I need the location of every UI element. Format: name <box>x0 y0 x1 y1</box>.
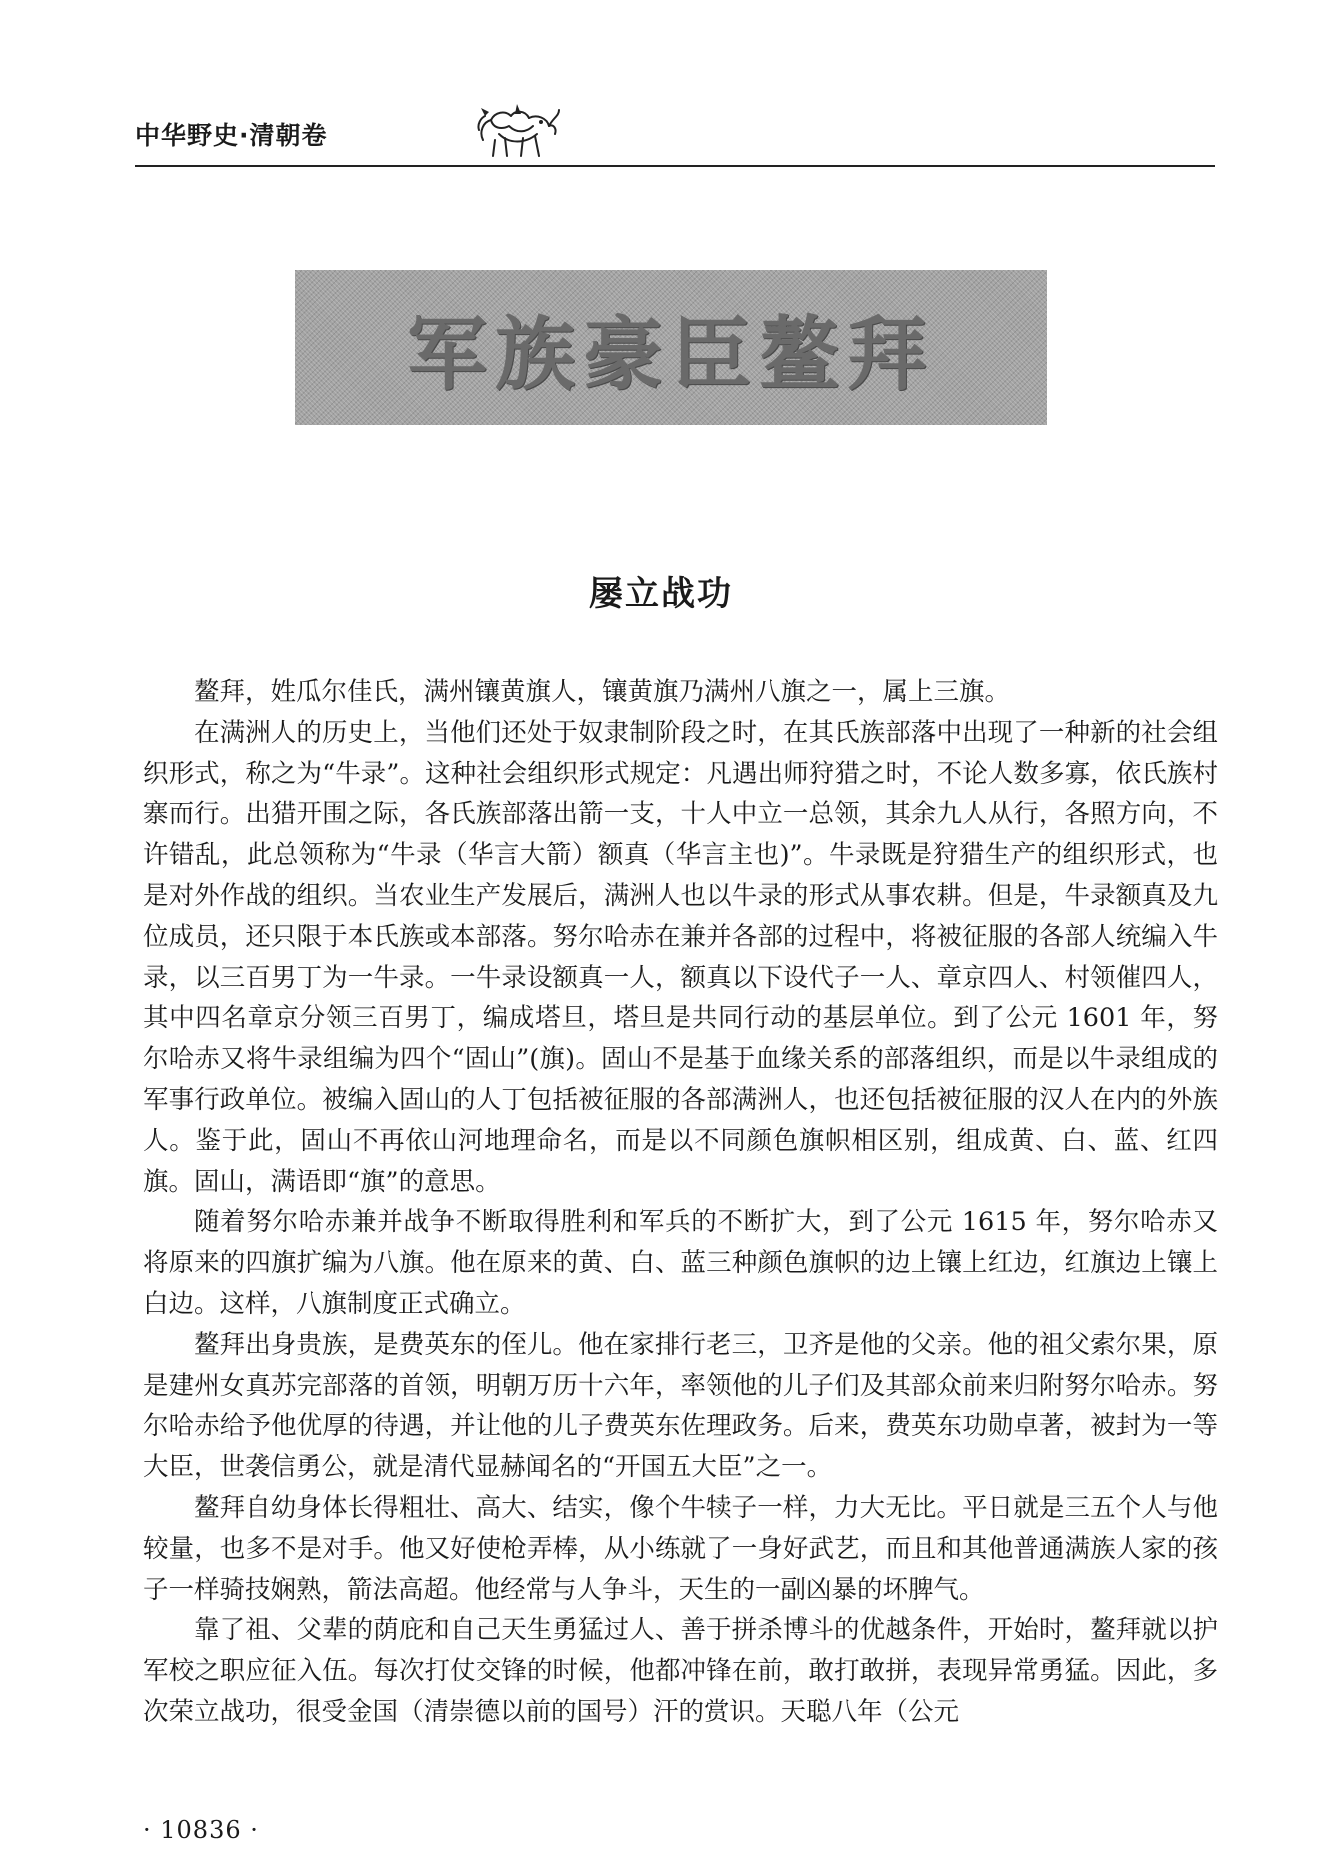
paragraph: 靠了祖、父辈的荫庇和自己天生勇猛过人、善于拼杀博斗的优越条件，开始时，鳌拜就以护军校之职应征入伍。每次打仗交锋的时候，他都冲锋在前，敢打敢拼，表现异常勇猛。因此，多次荣立战功，很受金国（清崇德以前的国号）汗的赏识。天聪八年（公元 <box>143 1615 1218 1727</box>
book-title: 中华野史·清朝卷 <box>135 121 328 150</box>
chapter-title: 军族豪臣鳌拜 <box>407 307 935 401</box>
paragraph: 在满洲人的历史上，当他们还处于奴隶制阶段之时，在其氏族部落中出现了一种新的社会组织形式，称之为“牛录”。这种社会组织形式规定：凡遇出师狩猎之时，不论人数多寡，依氏族村寨而行。出猎开围之际，各氏族部落出箭一支，十人中立一总领，其余九人从行，各照方向，不许错乱，此总领称为“牛录（华言大箭）额真（华言主也)”。牛录既是狩猎生产的组织形式，也是对外作战的组织。当农业生产发展后，满洲人也以牛录的形式从事农耕。但是，牛录额真及九位成员，还只限于本氏族或本部落。努尔哈赤在兼并各部的过程中，将被征服的各部人统编入牛录，以三百男丁为一牛录。一牛录设额真一人，额真以下设代子一人、章京四人、村领催四人，其中四名章京分领三百男丁，编成塔旦，塔旦是共同行动的基层单位。到了公元 1601 年，努尔哈赤又将牛录组编为四个“固山”(旗)。固山不是基于血缘关系的部落组织，而是以牛录组成的军事行政单位。被编入固山的人丁包括被征服的各部满洲人，也还包括被征服的汉人在内的外族人。鉴于此，固山不再依山河地理命名，而是以不同颜色旗帜相区别，组成黄、白、蓝、红四旗。固山，满语即“旗”的意思。 <box>143 717 1218 1197</box>
section-heading: 屡立战功 <box>589 574 733 614</box>
qilin-emblem-icon <box>475 100 561 162</box>
body-text <box>143 672 1218 1733</box>
paragraph: 鳌拜出身贵族，是费英东的侄儿。他在家排行老三，卫齐是他的父亲。他的祖父索尔果，原是建州女真苏完部落的首领，明朝万历十六年，率领他的儿子们及其部众前来归附努尔哈赤。努尔哈赤给予他优厚的待遇，并让他的儿子费英东佐理政务。后来，费英东功勋卓著，被封为一等大臣，世袭信勇公，就是清代显赫闻名的“开国五大臣”之一。 <box>143 1329 1218 1483</box>
page-number: · 10836 · <box>143 1816 259 1844</box>
paragraph: 鳌拜自幼身体长得粗壮、高大、结实，像个牛犊子一样，力大无比。平日就是三五个人与他较量，也多不是对手。他又好使枪弄棒，从小练就了一身好武艺，而且和其他普通满族人家的孩子一样骑技娴熟，箭法高超。他经常与人争斗，天生的一副凶暴的坏脾气。 <box>143 1492 1218 1605</box>
paragraph: 鳌拜，姓瓜尔佳氏，满州镶黄旗人，镶黄旗乃满州八旗之一，属上三旗。 <box>194 677 1011 707</box>
paragraph: 随着努尔哈赤兼并战争不断取得胜利和军兵的不断扩大，到了公元 1615 年，努尔哈赤又将原来的四旗扩编为八旗。他在原来的黄、白、蓝三种颜色旗帜的边上镶上红边，红旗边上镶上白边。这样，八旗制度正式确立。 <box>143 1207 1218 1319</box>
chapter-title-banner <box>295 270 1047 425</box>
header-rule <box>135 165 1215 167</box>
